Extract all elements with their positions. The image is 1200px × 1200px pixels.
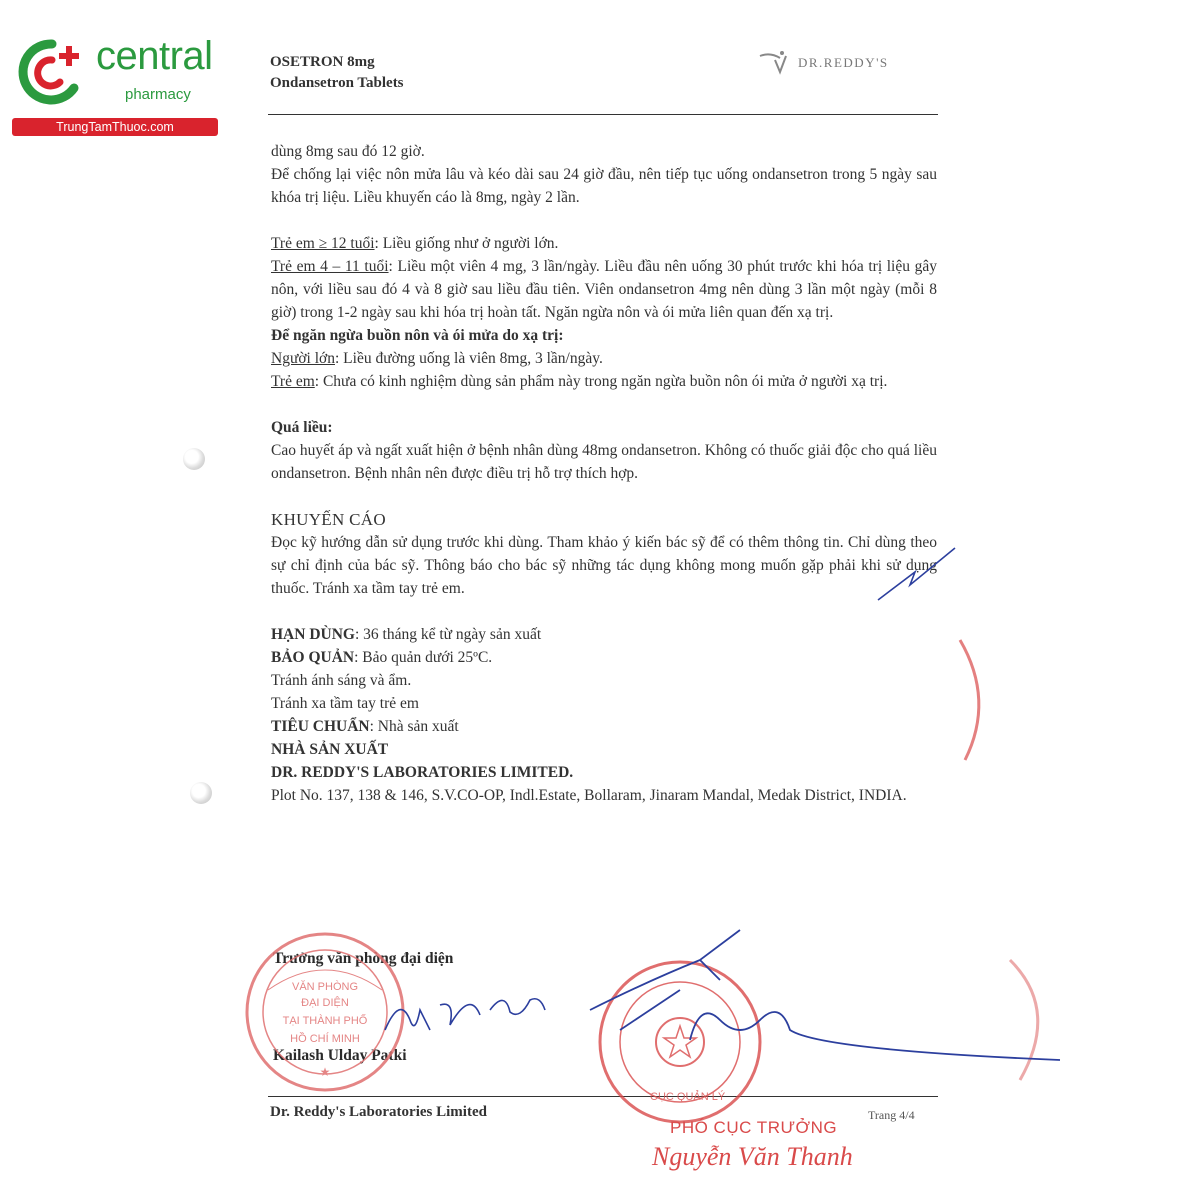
deputy-signature-icon	[590, 930, 1060, 1060]
office-title: Trưởng văn phòng đại diện	[273, 950, 454, 967]
svg-text:TẠI THÀNH PHỐ: TẠI THÀNH PHỐ	[282, 1015, 368, 1027]
adult-label: Người lớn	[271, 350, 335, 367]
children-12-label: Trẻ em ≥ 12 tuổi	[271, 235, 375, 252]
logo-subtitle: pharmacy	[125, 86, 191, 103]
standard-line: TIÊU CHUẨN: Nhà sản xuất	[271, 718, 459, 735]
child-label: Trẻ em	[271, 373, 315, 390]
radiotherapy-heading: Để ngăn ngừa buồn nôn và ói mửa do xạ trị:	[271, 327, 564, 344]
storage-light: Tránh ánh sáng và ẩm.	[271, 672, 412, 689]
government-stamp-icon	[600, 962, 760, 1122]
children-4-11-paragraph: Trẻ em 4 – 11 tuổi: Liều một viên 4 mg, 3 lần/ngày. Liều đầu nên uống 30 phút trước khi hóa trị liệu gây nôn, với liều sau đó 4 và 8 giờ sau liều đầu tiên. Viên ondansetron 4mg nên dùng 3 lần một ngày (mỗi 8 giờ) trong 1-2 ngày sau khi hóa trị hoàn tất. Ngăn ngừa nôn và ói mửa liên quan đến xạ trị.	[271, 258, 937, 321]
adult-dosage-paragraph: Người lớn: Liều đường uống là viên 8mg, 3 lần/ngày.	[271, 350, 603, 367]
manufacturer-name: DR. REDDY'S LABORATORIES LIMITED.	[271, 764, 574, 781]
warning-paragraph: Đọc kỹ hướng dẫn sử dụng trước khi dùng. Tham khảo ý kiến bác sỹ để có thêm thông tin. Chỉ dùng theo sự chỉ định của bác sỹ. Thông báo cho bác sỹ những tác dụng không mong muốn gặp phải khi sử dụng thuốc. Tránh xa tầm tay trẻ em.	[271, 534, 937, 597]
storage-line: BẢO QUẢN: Bảo quản dưới 25ºC.	[271, 649, 493, 666]
product-generic-name: Ondansetron Tablets	[270, 75, 404, 91]
signatory-name: Kailash Ulday Patki	[273, 1047, 407, 1064]
office-stamp-icon	[247, 934, 403, 1090]
warning-heading: KHUYẾN CÁO	[271, 510, 386, 529]
logo-name: central	[96, 34, 213, 78]
prolonged-vomiting-paragraph: Để chống lại việc nôn mửa lâu và kéo dài sau 24 giờ đầu, nên tiếp tục uống ondansetron trong 5 ngày sau khóa trị liệu. Liều khuyến cáo là 8mg, ngày 2 lần.	[271, 166, 937, 206]
initials-signature-icon	[878, 548, 955, 600]
svg-text:★: ★	[319, 1065, 331, 1079]
logo-url-link[interactable]: TrungTamThuoc.com	[12, 118, 218, 136]
svg-text:CỤC QUẢN LÝ: CỤC QUẢN LÝ	[650, 1091, 726, 1103]
edge-stamp-fragment-icon-2	[1010, 960, 1038, 1080]
svg-text:HỒ CHÍ MINH: HỒ CHÍ MINH	[290, 1033, 360, 1045]
deputy-name: Nguyễn Văn Thanh	[652, 1142, 853, 1171]
page-number: Trang 4/4	[868, 1108, 915, 1122]
manufacturer-heading: NHÀ SẢN XUẤT	[271, 741, 389, 758]
overdose-heading: Quá liều:	[271, 419, 333, 436]
svg-text:ĐẠI DIỆN: ĐẠI DIỆN	[301, 997, 349, 1009]
office-signature-icon	[385, 999, 545, 1030]
edge-stamp-fragment-icon	[960, 640, 979, 760]
svg-text:VĂN PHÒNG: VĂN PHÒNG	[291, 981, 359, 993]
deputy-title: PHÓ CỤC TRƯỞNG	[670, 1118, 838, 1137]
children-12-paragraph: Trẻ em ≥ 12 tuổi: Liều giống như ở người lớn.	[271, 235, 559, 252]
children-4-11-label: Trẻ em 4 – 11 tuổi	[271, 258, 389, 275]
overdose-paragraph: Cao huyết áp và ngất xuất hiện ở bệnh nhân dùng 48mg ondansetron. Không có thuốc giải độc cho quá liều ondansetron. Bệnh nhân nên được điều trị hỗ trợ thích hợp.	[271, 442, 937, 482]
expiry-line: HẠN DÙNG: 36 tháng kể từ ngày sản xuất	[271, 626, 542, 643]
manufacturer-address: Plot No. 137, 138 & 146, S.V.CO-OP, Indl.Estate, Bollaram, Jinaram Mandal, Medak District, INDIA.	[271, 787, 907, 804]
footer-company: Dr. Reddy's Laboratories Limited	[270, 1104, 487, 1120]
storage-children: Tránh xa tầm tay trẻ em	[271, 695, 419, 712]
dosage-continuation: dùng 8mg sau đó 12 giờ.	[271, 143, 425, 160]
brand-text: DR.REDDY'S	[798, 55, 889, 70]
child-radiotherapy-paragraph: Trẻ em: Chưa có kinh nghiệm dùng sản phẩm này trong ngăn ngừa buồn nôn ói mửa ở người xạ trị.	[271, 373, 888, 390]
product-name: OSETRON 8mg	[270, 54, 375, 70]
